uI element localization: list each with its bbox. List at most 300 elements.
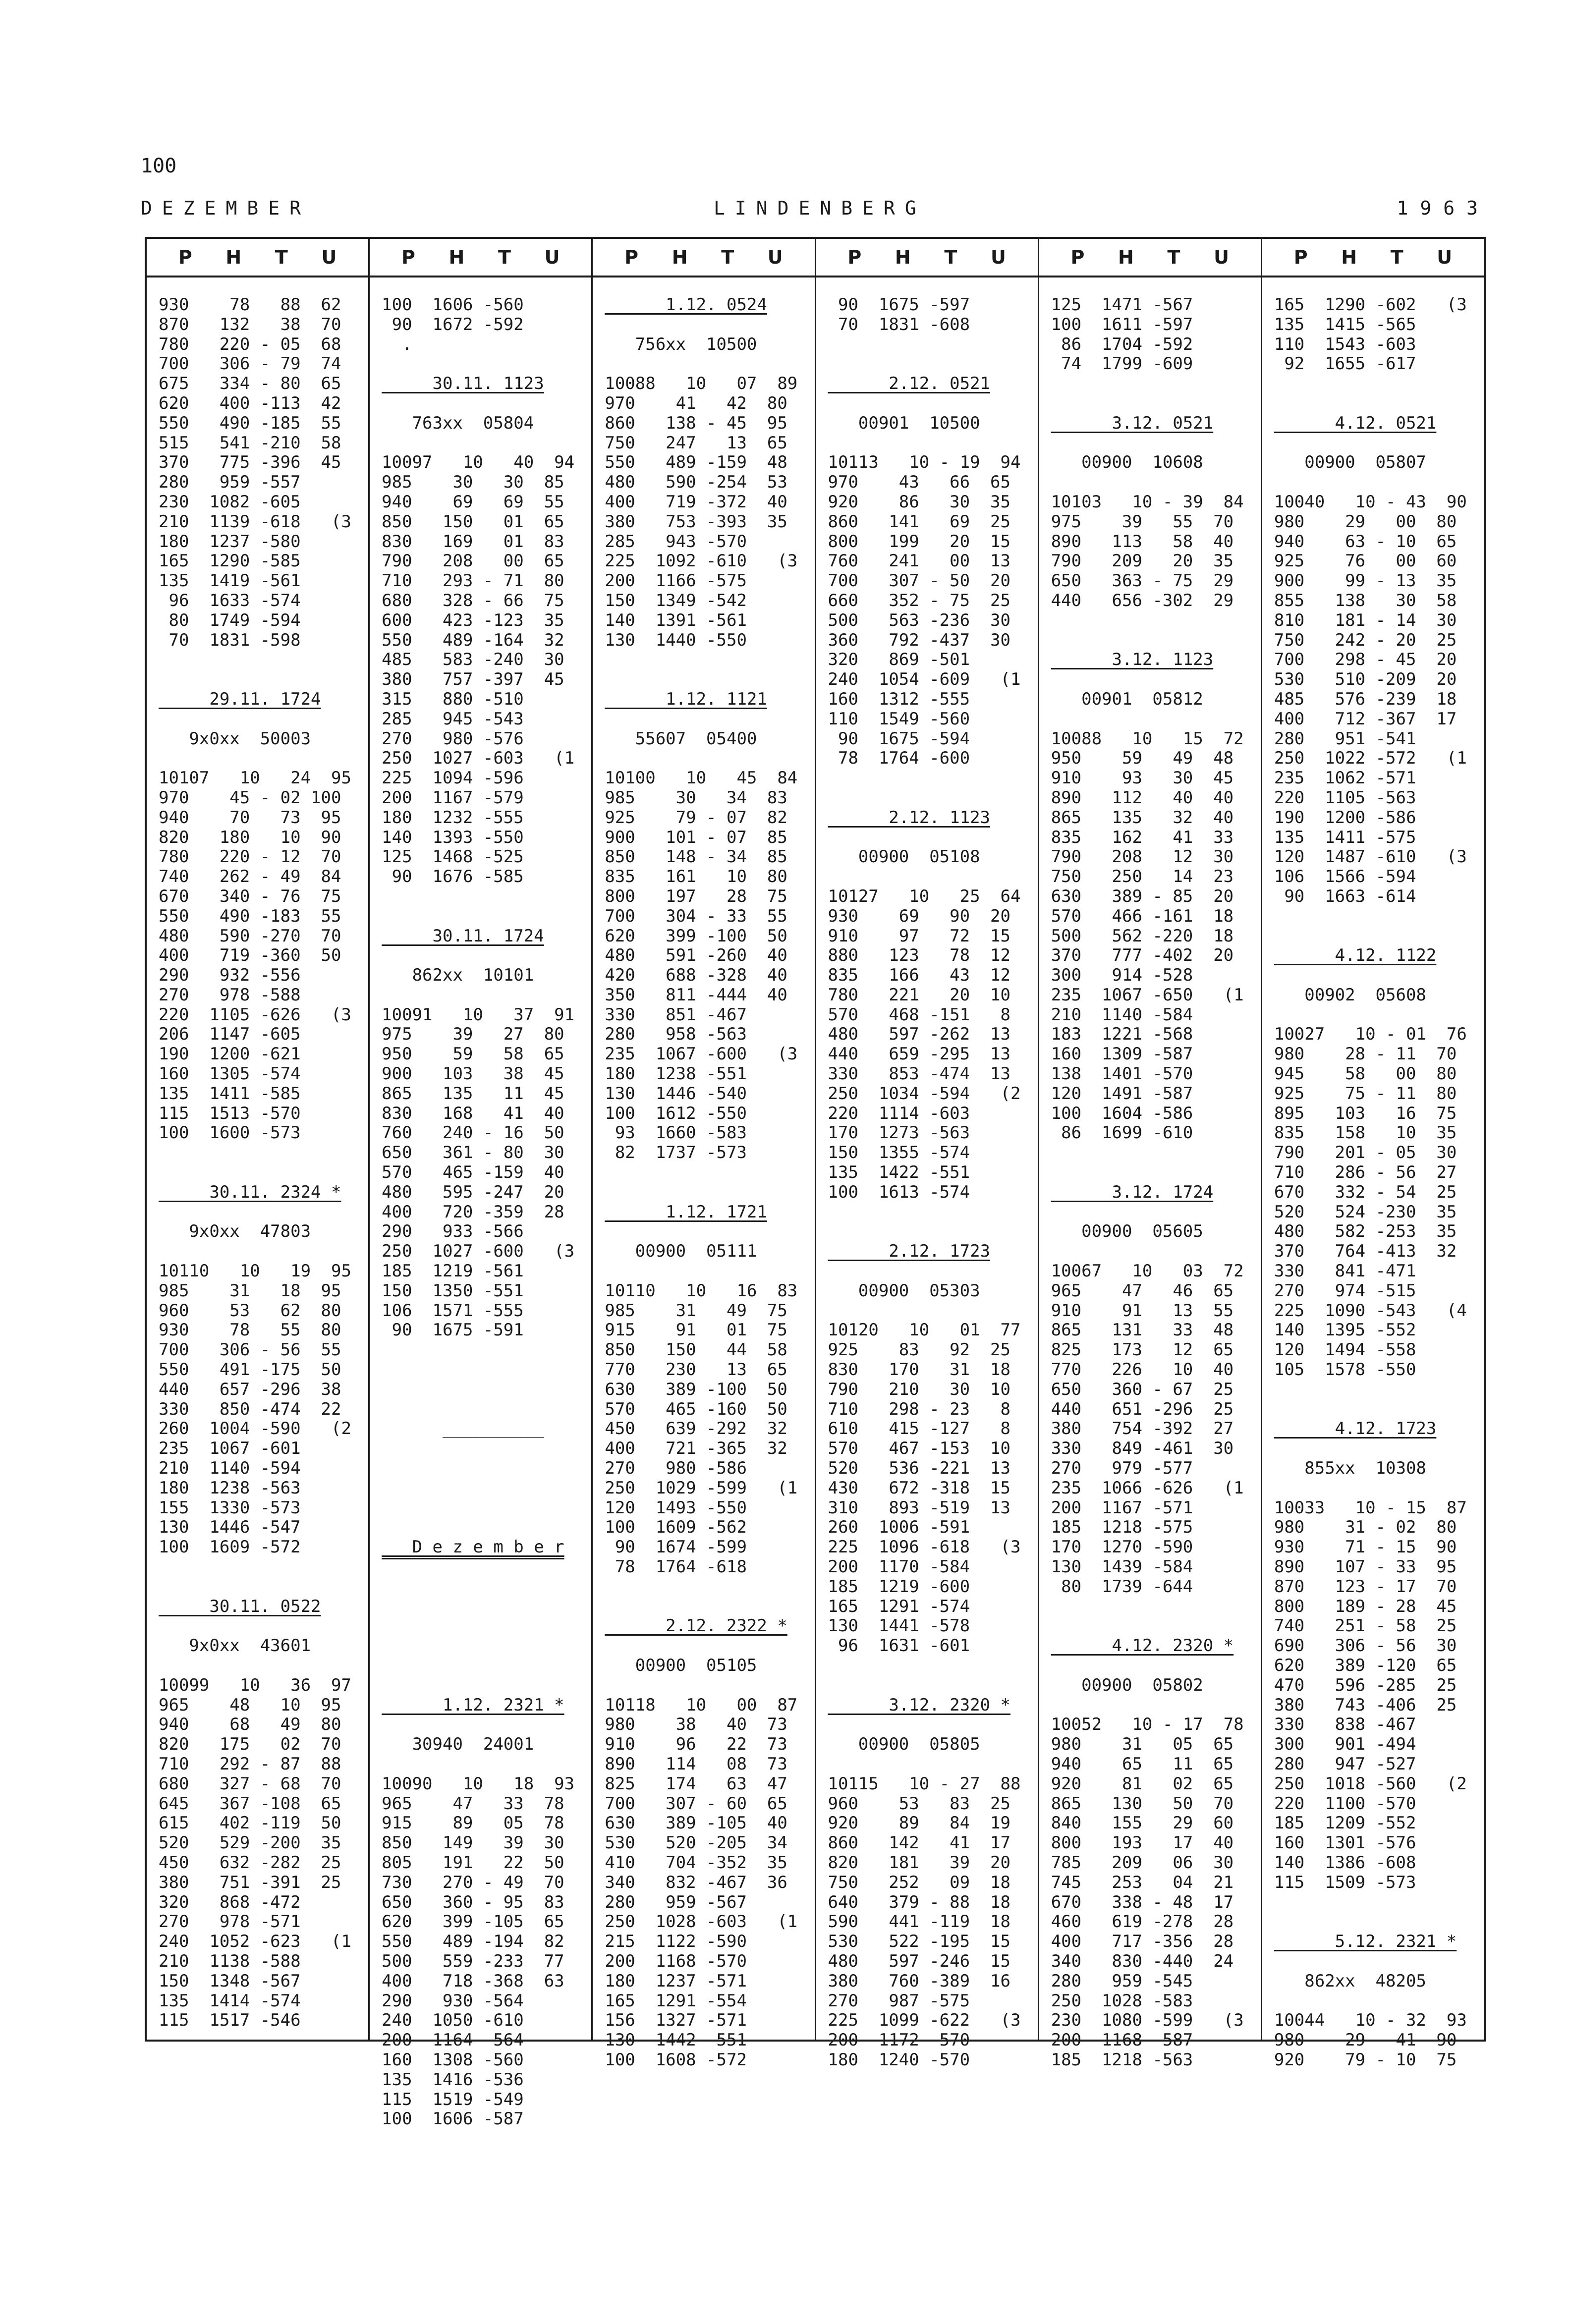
table-row: 645 367 -108 65 (159, 1793, 341, 1814)
table-row: 910 93 30 45 (1051, 768, 1234, 788)
sounding-title: 4.12. 1122 (1274, 945, 1437, 966)
table-row (159, 1203, 358, 1222)
table-row: 965 47 33 78 (382, 1793, 564, 1814)
table-row: 750 252 09 18 (828, 1872, 1010, 1892)
table-row: 520 529 -200 35 (159, 1833, 341, 1853)
table-row: 210 1138 -588 (159, 1951, 301, 1971)
table-row: 70 1831 -608 (828, 314, 970, 334)
table-row: 785 209 06 30 (1051, 1852, 1234, 1873)
table-row: 790 209 20 35 (1051, 551, 1234, 571)
table-row: 675 334 - 80 65 (159, 374, 341, 394)
table-row: 315 880 -510 (382, 689, 524, 709)
table-row (1051, 1616, 1251, 1636)
column-header-label: T (721, 246, 734, 268)
table-row: 270 974 -515 (1274, 1280, 1416, 1301)
table-row (1051, 394, 1251, 414)
table-row: 850 150 44 58 (605, 1340, 787, 1360)
table-row: 930 78 55 80 (159, 1320, 341, 1340)
table-row: 870 132 38 70 (159, 314, 341, 334)
table-row: 180 1238 -551 (605, 1064, 747, 1084)
table-row: 485 576 -239 18 (1274, 689, 1457, 709)
table-row: 400 721 -365 32 (605, 1439, 787, 1459)
table-row: 690 306 - 56 30 (1274, 1636, 1457, 1656)
table-row: 380 757 -397 45 (382, 669, 564, 690)
table-row: 380 753 -393 35 (605, 511, 787, 532)
column-body (593, 277, 814, 2070)
table-column-1 (147, 239, 370, 2040)
table-row: 440 656 -302 29 (1051, 590, 1234, 610)
sounding-title: 4.12. 2320 * (1051, 1636, 1234, 1656)
table-row: 400 717 -356 28 (1051, 1932, 1234, 1952)
table-row (605, 1676, 804, 1696)
table-row: 200 1167 -579 (382, 787, 524, 808)
table-row (828, 1676, 1028, 1696)
table-row: 55607 05400 (605, 728, 757, 749)
table-row: 890 113 58 40 (1051, 531, 1234, 552)
column-header-label: T (275, 246, 288, 268)
table-row (1051, 1203, 1251, 1222)
table-row: 620 400 -113 42 (159, 393, 341, 413)
sounding-title: 2.12. 1723 (828, 1241, 991, 1262)
table-row (1274, 1952, 1474, 1972)
table-row: 210 1140 -594 (159, 1458, 301, 1479)
table-row (605, 650, 804, 670)
table-row: 650 360 - 67 25 (1051, 1379, 1234, 1399)
table-row (382, 1656, 581, 1676)
table-row (382, 354, 581, 374)
table-row: 115 1513 -570 (159, 1103, 301, 1123)
table-row (382, 1459, 581, 1479)
column-header-label: U (321, 246, 337, 268)
table-row: 00902 05608 (1274, 985, 1426, 1005)
table-row: 380 751 -391 25 (159, 1872, 341, 1892)
table-row: 285 943 -570 (605, 531, 747, 552)
table-row: 980 29 - 41 90 (1274, 2030, 1457, 2050)
table-row: 140 1386 -608 (1274, 1852, 1416, 1873)
table-row (382, 907, 581, 927)
table-row: 10118 10 00 87 (605, 1695, 798, 1715)
table-row (1051, 1696, 1251, 1715)
table-row: 985 30 30 85 (382, 472, 564, 493)
table-row: 985 31 18 95 (159, 1280, 341, 1301)
table-row: 620 399 -100 50 (605, 926, 787, 946)
table-row: 206 1147 -605 (159, 1024, 301, 1045)
table-row: 620 389 -120 65 (1274, 1655, 1457, 1675)
table-row: 380 754 -392 27 (1051, 1419, 1234, 1439)
table-row: 340 830 -440 24 (1051, 1951, 1234, 1971)
table-row: 400 712 -367 17 (1274, 709, 1457, 729)
table-row: 570 466 -161 18 (1051, 906, 1234, 926)
column-header-label: P (847, 246, 862, 268)
table-row: 10067 10 03 72 (1051, 1261, 1244, 1281)
column-header-label: P (178, 246, 192, 268)
table-row: 530 510 -209 20 (1274, 669, 1457, 690)
sounding-title: 1.12. 1121 (605, 689, 767, 709)
table-row (382, 946, 581, 966)
table-row: 230 1080 -599 (3 (1051, 2010, 1244, 2031)
table-row (382, 986, 581, 1005)
table-row: 770 226 10 40 (1051, 1360, 1234, 1380)
table-row (382, 1360, 581, 1380)
page-number: 100 (141, 155, 177, 177)
table-row: 855xx 10308 (1274, 1458, 1426, 1479)
table-row: 180 1232 -555 (382, 807, 524, 828)
table-row: 830 170 31 18 (828, 1360, 1010, 1380)
table-row: 862xx 10101 (382, 965, 534, 986)
table-row: 500 559 -233 77 (382, 1951, 564, 1971)
table-row (382, 1380, 581, 1400)
table-row: 460 619 -278 28 (1051, 1912, 1234, 1932)
table-row: 135 1411 -575 (1274, 827, 1416, 847)
table-row: 590 441 -119 18 (828, 1912, 1010, 1932)
table-row: 615 402 -119 50 (159, 1813, 341, 1833)
table-row: 820 181 39 20 (828, 1852, 1010, 1873)
table-row: 550 490 -185 55 (159, 413, 341, 433)
table-row: 280 947 -527 (1274, 1754, 1416, 1774)
column-header-label: T (1167, 246, 1180, 268)
table-row: 670 340 - 76 75 (159, 886, 341, 906)
table-row: 30940 24001 (382, 1734, 534, 1755)
table-row: 150 1348 -567 (159, 1971, 301, 1991)
table-row: 120 1494 -558 (1274, 1340, 1416, 1360)
table-row: 225 1090 -543 (4 (1274, 1300, 1467, 1321)
table-row: 980 28 - 11 70 (1274, 1044, 1457, 1064)
table-row: 220 1114 -603 (828, 1103, 970, 1123)
table-row (1274, 473, 1474, 493)
column-header-label: U (544, 246, 560, 268)
table-row: 860 138 - 45 95 (605, 413, 787, 433)
table-row: 130 1439 -584 (1051, 1557, 1193, 1577)
table-row (159, 1242, 358, 1262)
sounding-title: 30.11. 1724 (382, 926, 544, 946)
table-row: 280 951 -541 (1274, 728, 1416, 749)
table-row: 960 53 62 80 (159, 1300, 341, 1321)
table-row: 10110 10 16 83 (605, 1280, 798, 1301)
table-row: 90 1675 -591 (382, 1320, 524, 1340)
table-row: 10103 10 - 39 84 (1051, 492, 1244, 512)
table-row: 00900 05303 (828, 1280, 980, 1301)
table-row: 160 1301 -576 (1274, 1833, 1416, 1853)
table-row: 910 91 13 55 (1051, 1300, 1234, 1321)
table-row: 890 107 - 33 95 (1274, 1557, 1457, 1577)
month-label: D e z e m b e r (382, 1537, 564, 1557)
table-row: 965 48 10 95 (159, 1695, 341, 1715)
table-row: 450 632 -282 25 (159, 1852, 341, 1873)
table-row: 825 174 63 47 (605, 1773, 787, 1794)
table-row: 00900 05605 (1051, 1221, 1203, 1242)
table-row: 160 1309 -587 (1051, 1044, 1193, 1064)
table-row (828, 1222, 1028, 1242)
table-row: 650 363 - 75 29 (1051, 571, 1234, 591)
table-row: 110 1549 -560 (828, 709, 970, 729)
table-row: 900 101 - 07 85 (605, 827, 787, 847)
table-row: 850 149 39 30 (382, 1833, 564, 1853)
table-row: 240 1052 -623 (1 (159, 1932, 351, 1952)
table-row: 130 1441 -578 (828, 1616, 970, 1636)
column-header-label: U (990, 246, 1006, 268)
table-row: 235 1067 -600 (3 (605, 1044, 798, 1064)
table-row: 630 389 -100 50 (605, 1379, 787, 1399)
table-row: 250 1022 -572 (1 (1274, 748, 1467, 769)
table-row (605, 354, 804, 374)
table-row: 520 524 -230 35 (1274, 1202, 1457, 1222)
sounding-title: 30.11. 2324 * (159, 1182, 341, 1202)
table-row: 90 1672 -592 (382, 314, 524, 334)
table-row: 745 253 04 21 (1051, 1872, 1234, 1892)
column-header-label: H (448, 246, 465, 268)
table-row (382, 887, 581, 907)
table-row: 10027 10 - 01 76 (1274, 1024, 1467, 1045)
column-header-label: P (624, 246, 639, 268)
table-row: 250 1028 -603 (1 (605, 1912, 798, 1932)
table-row: 00900 05108 (828, 847, 980, 867)
table-row: 320 869 -501 (828, 650, 970, 670)
column-header (816, 239, 1038, 277)
table-row: 280 959 -557 (159, 472, 301, 493)
table-row: 110 1543 -603 (1274, 334, 1416, 354)
sounding-title: 4.12. 1723 (1274, 1419, 1437, 1439)
table-row: 880 123 78 12 (828, 945, 1010, 966)
table-row (605, 1636, 804, 1656)
table-row: 185 1218 -575 (1051, 1517, 1193, 1538)
table-row: 100 1609 -562 (605, 1517, 747, 1538)
table-row: 420 688 -328 40 (605, 965, 787, 986)
header-year: 1963 (1397, 197, 1490, 219)
table-row: 00900 05105 (605, 1655, 757, 1675)
table-row (1051, 473, 1251, 493)
table-row: 130 1446 -540 (605, 1083, 747, 1104)
table-row: 570 465 -160 50 (605, 1399, 787, 1419)
table-row (1274, 927, 1474, 946)
table-row: 105 1578 -550 (1274, 1360, 1416, 1380)
table-row (828, 1301, 1028, 1321)
table-row: 90 1675 -597 (828, 295, 970, 315)
table-row: 115 1509 -573 (1274, 1872, 1416, 1892)
table-row: 640 379 - 88 18 (828, 1892, 1010, 1912)
table-row: 570 468 -151 8 (828, 1004, 1010, 1025)
table-row (1274, 1380, 1474, 1400)
table-row (382, 1676, 581, 1696)
table-row (159, 650, 358, 670)
table-row: 940 68 49 80 (159, 1715, 341, 1735)
table-row: 183 1221 -568 (1051, 1024, 1193, 1045)
table-row: 86 1704 -592 (1051, 334, 1193, 354)
table-row: 980 38 40 73 (605, 1715, 787, 1735)
table-row (828, 354, 1028, 374)
table-row: . (382, 334, 412, 354)
table-row: 630 389 -105 40 (605, 1813, 787, 1833)
table-row: 10097 10 40 94 (382, 452, 575, 473)
table-row: 100 1608 -572 (605, 2049, 747, 2070)
table-row: 900 99 - 13 35 (1274, 571, 1457, 591)
table-row: 680 328 - 66 75 (382, 590, 564, 610)
table-row: 835 158 10 35 (1274, 1123, 1457, 1143)
column-header-label: T (1390, 246, 1403, 268)
table-row: 190 1200 -586 (1274, 807, 1416, 828)
table-row: 970 43 66 65 (828, 472, 1010, 493)
sounding-title: 2.12. 2322 * (605, 1616, 787, 1636)
table-row: 440 651 -296 25 (1051, 1399, 1234, 1419)
table-row: 00900 05802 (1051, 1675, 1203, 1695)
table-row: 93 1660 -583 (605, 1123, 747, 1143)
table-row: 10110 10 19 95 (159, 1261, 351, 1281)
table-row (1051, 670, 1251, 690)
table-row: 860 141 69 25 (828, 511, 1010, 532)
table-row: 800 193 17 40 (1051, 1833, 1234, 1853)
table-row: 130 1446 -547 (159, 1517, 301, 1538)
table-row: 810 181 - 14 30 (1274, 610, 1457, 630)
table-row: 805 191 22 50 (382, 1852, 564, 1873)
table-row: 700 304 - 33 55 (605, 906, 787, 926)
table-row (828, 1656, 1028, 1676)
table-row: 763xx 05804 (382, 413, 534, 433)
table-row: 00900 10608 (1051, 452, 1203, 473)
table-row: 320 868 -472 (159, 1892, 301, 1912)
column-header (370, 239, 591, 277)
table-row (382, 1597, 581, 1617)
table-row: 10040 10 - 43 90 (1274, 492, 1467, 512)
table-row (1274, 394, 1474, 414)
table-row: 862xx 48205 (1274, 1971, 1426, 1991)
table-row: 570 467 -153 10 (828, 1439, 1010, 1459)
table-row: 800 189 - 28 45 (1274, 1596, 1457, 1616)
table-row: 270 987 -575 (828, 1991, 970, 2011)
table-row: 600 423 -123 35 (382, 610, 564, 630)
table-row: 780 220 - 05 68 (159, 334, 341, 354)
table-row (1274, 907, 1474, 927)
table-row: 350 811 -444 40 (605, 985, 787, 1005)
table-row: 790 201 - 05 30 (1274, 1143, 1457, 1163)
table-row: 225 1096 -618 (3 (828, 1537, 1021, 1557)
table-row: 730 270 - 49 70 (382, 1872, 564, 1892)
table-row (605, 1262, 804, 1281)
table-row (159, 670, 358, 690)
table-row: 270 978 -571 (159, 1912, 301, 1932)
table-row: 620 399 -105 65 (382, 1912, 564, 1932)
table-row (1051, 1597, 1251, 1617)
table-row: 925 83 92 25 (828, 1340, 1010, 1360)
table-row: 10033 10 - 15 87 (1274, 1497, 1467, 1518)
table-row: 250 1027 -600 (3 (382, 1241, 575, 1262)
table-row: 165 1290 -602 (3 (1274, 295, 1467, 315)
table-column-6 (1262, 239, 1484, 2070)
column-body (370, 277, 591, 2129)
table-row (1051, 710, 1251, 729)
table-row (382, 1498, 581, 1518)
table-row: 190 1200 -621 (159, 1044, 301, 1064)
table-row: 940 70 73 95 (159, 807, 341, 828)
table-row: 10120 10 01 77 (828, 1320, 1021, 1340)
column-header (1039, 239, 1261, 277)
table-row: 895 103 16 75 (1274, 1103, 1457, 1123)
table-row: 96 1633 -574 (159, 590, 301, 610)
table-row: 200 1167 -571 (1051, 1497, 1193, 1518)
table-row: 380 743 -406 25 (1274, 1695, 1457, 1715)
table-row: 770 230 13 65 (605, 1360, 787, 1380)
table-row (382, 1340, 581, 1360)
table-row: 400 719 -372 40 (605, 492, 787, 512)
table-row: 925 75 - 11 80 (1274, 1083, 1457, 1104)
table-row: 240 1050 -610 (382, 2010, 524, 2031)
table-row: 485 583 -240 30 (382, 650, 564, 670)
column-header-label: U (1214, 246, 1229, 268)
table-row: 920 89 84 19 (828, 1813, 1010, 1833)
table-row (1274, 1479, 1474, 1498)
table-row (1051, 374, 1251, 394)
table-row: 100 1606 -560 (382, 295, 524, 315)
table-row: 410 704 -352 35 (605, 1852, 787, 1873)
table-row: 900 103 38 45 (382, 1064, 564, 1084)
table-row (605, 1222, 804, 1242)
table-row: 710 292 - 87 88 (159, 1754, 341, 1774)
sounding-title: 1.12. 2321 * (382, 1695, 564, 1715)
table-row (382, 1616, 581, 1636)
table-row: 125 1468 -525 (382, 847, 524, 867)
header-station: LINDENBERG (714, 197, 926, 219)
table-row: 940 69 69 55 (382, 492, 564, 512)
table-row: 380 760 -389 16 (828, 1971, 1010, 1991)
table-row: 100 1612 -550 (605, 1103, 747, 1123)
table-row: 950 59 49 48 (1051, 748, 1234, 769)
table-row (382, 394, 581, 414)
table-row: 82 1737 -573 (605, 1143, 747, 1163)
table-row: 480 595 -247 20 (382, 1182, 564, 1202)
table-row: 74 1799 -609 (1051, 354, 1193, 374)
table-row (605, 1577, 804, 1597)
sounding-title: 3.12. 1123 (1051, 650, 1214, 670)
table-row (1051, 1242, 1251, 1262)
table-row: 330 850 -474 22 (159, 1399, 341, 1419)
table-row: 150 1350 -551 (382, 1280, 524, 1301)
table-row (159, 1577, 358, 1597)
table-row: 250 1018 -560 (2 (1274, 1773, 1467, 1794)
table-row: 550 489 -194 82 (382, 1932, 564, 1952)
table-row: 00901 10500 (828, 413, 980, 433)
table-row: 760 240 - 16 50 (382, 1123, 564, 1143)
table-row: 440 657 -296 38 (159, 1379, 341, 1399)
table-row: 125 1471 -567 (1051, 295, 1193, 315)
table-row: 220 1100 -570 (1274, 1793, 1416, 1814)
table-row: 200 1170 -584 (828, 1557, 970, 1577)
table-row (159, 1656, 358, 1676)
table-row: 185 1218 -563 (1051, 2049, 1193, 2070)
table-row: 10091 10 37 91 (382, 1004, 575, 1025)
table-row: 100 1611 -597 (1051, 314, 1193, 334)
table-row: 915 89 05 78 (382, 1813, 564, 1833)
table-row: 680 327 - 68 70 (159, 1773, 341, 1794)
sounding-title: 29.11. 1724 (159, 689, 321, 709)
sounding-title: 2.12. 1123 (828, 807, 991, 828)
table-row: 115 1517 -546 (159, 2010, 301, 2031)
table-row: 865 135 32 40 (1051, 807, 1234, 828)
sounding-title: 30.11. 0522 (159, 1596, 321, 1616)
table-row: 280 959 -545 (1051, 1971, 1193, 1991)
table-row: 225 1094 -596 (382, 768, 524, 788)
table-row: 840 155 29 60 (1051, 1813, 1234, 1833)
table-row: 270 979 -577 (1051, 1458, 1193, 1479)
table-column-2 (370, 239, 593, 2129)
table-row (1274, 966, 1474, 986)
table-row: 10088 10 07 89 (605, 374, 798, 394)
table-row: 890 114 08 73 (605, 1754, 787, 1774)
table-row: 710 298 - 23 8 (828, 1399, 1010, 1419)
table-row: 480 597 -262 13 (828, 1024, 1010, 1045)
table-row: 160 1308 -560 (382, 2049, 524, 2070)
table-row (1051, 611, 1251, 631)
table-row: 330 849 -461 30 (1051, 1439, 1234, 1459)
column-body (147, 277, 368, 2031)
table-row: 9x0xx 50003 (159, 728, 311, 749)
